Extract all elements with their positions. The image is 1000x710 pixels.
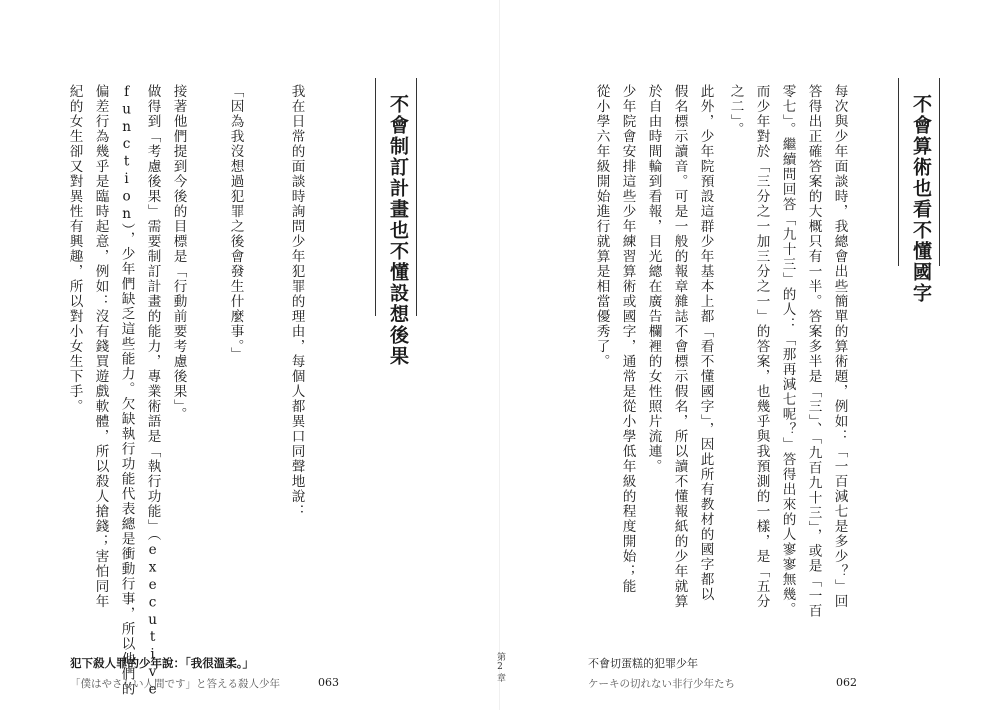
left-column-7: function），少年們缺乏這些能力。欠缺執行功能代表總是衝動行事，所以他們的 [118,84,135,697]
left-footer-title: 犯下殺人罪的少年說：「我很溫柔。」 [70,656,254,670]
right-heading: 不會算術也看不懂國字 [910,94,932,304]
left-column-5: 接著他們提到今後的目標是「行動前要考慮後果」。 [170,84,187,423]
right-page [500,0,1000,710]
left-column-6: 做得到「考慮後果」需要制訂計畫的能力，專業術語是「執行功能」（executive [144,84,161,699]
right-column-3: 零七」。繼續問回答「九十三」的人：「那再減七呢？」答得出來的人寥寥無幾。 [779,84,796,618]
right-column-8: 於自由時間輪到看報，目光總在廣告欄裡的女性照片流連。 [645,84,662,474]
left-page-number: 063 [318,676,339,689]
right-column-4: 而少年對於「三分之一加三分之一」的答案，也幾乎與我預測的一樣，是「五分 [753,84,770,609]
left-column-1: 我在日常的面談時詢問少年犯罪的理由，每個人都異口同聲地說： [288,84,305,519]
right-footer-title: 不會切蛋糕的犯罪少年 [588,657,698,670]
right-column-5: 之二」。 [727,84,744,138]
right-column-2: 答得出正確答案的大概只有一半。答案多半是「三」、「九百九十三」，或是「一百 [805,84,822,619]
right-column-7: 假名標示讀音。可是一般的報章雜誌不會標示假名，所以讀不懂報紙的少年就算 [671,84,688,609]
right-page-number: 062 [836,676,857,689]
right-column-10: 從小學六年級開始進行就算是相當優秀了。 [593,84,610,369]
right-footer-subtitle: ケーキの切れない非行少年たち [588,678,735,690]
left-column-9: 紀的女生卻又對異性有興趣，所以對小女生下手。 [66,84,83,414]
left-footer-subtitle: 「僕はやさしい人間です」と答える殺人少年 [70,678,280,690]
left-heading: 不會制訂計畫也不懂設想後果 [387,94,409,367]
right-column-1: 每次與少年面談時，我總會出些簡單的算術題，例如：「一百減七是多少？」回 [831,84,848,609]
chapter-label: 第2章 [495,652,505,683]
right-column-9: 少年院會安排這些少年練習算術或國字，通常是從小學低年級的程度開始；能 [619,84,636,594]
right-column-6: 此外，少年院預設這群少年基本上都「看不懂國字」，因此所有教材的國字都以 [697,84,714,603]
left-column-8: 偏差行為幾乎是臨時起意，例如：沒有錢買遊戲軟體，所以殺人搶錢；害怕同年 [92,84,109,609]
left-column-3: 「因為我沒想過犯罪之後會發生什麼事。」 [227,84,244,363]
